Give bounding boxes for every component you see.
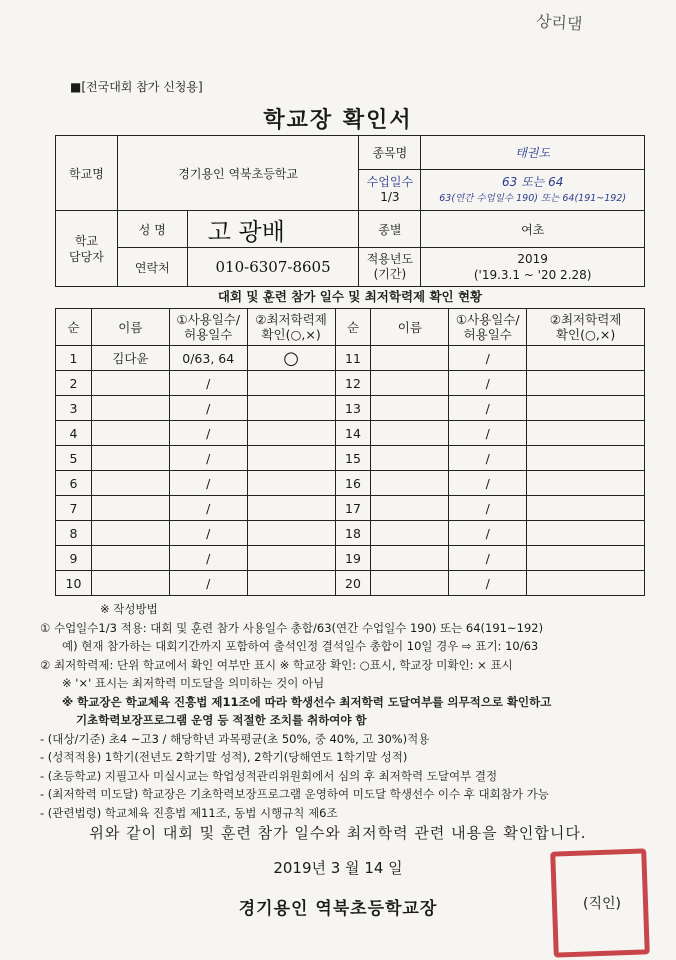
year-value: 2019 bbox=[517, 252, 548, 266]
row-days: / bbox=[169, 421, 247, 446]
row-name-right bbox=[371, 546, 449, 571]
handwritten-corner-note: 상리댐 bbox=[535, 11, 583, 34]
days-value-sub: 63(연간 수업일수 190) 또는 64(191~192) bbox=[439, 192, 627, 204]
header-name: 이름 bbox=[91, 309, 169, 346]
row-name bbox=[91, 571, 169, 596]
note-4b: 기초학력보장프로그램 운영 등 적절한 조치를 취하여야 함 bbox=[76, 713, 367, 727]
row-days-right: / bbox=[449, 521, 527, 546]
row-check bbox=[247, 546, 335, 571]
days-label-line1: 수업일수 bbox=[366, 175, 414, 189]
row-name-right bbox=[371, 521, 449, 546]
header-min-right-1: ②최저학력제 bbox=[549, 312, 622, 327]
row-num: 3 bbox=[56, 396, 92, 421]
days-value bbox=[421, 170, 645, 211]
table-row bbox=[56, 446, 645, 471]
row-name bbox=[91, 546, 169, 571]
row-days-right: / bbox=[449, 546, 527, 571]
contact-handwritten: 010-6307-8605 bbox=[187, 248, 359, 287]
row-name bbox=[91, 396, 169, 421]
row-days-right: / bbox=[449, 421, 527, 446]
staff-label-line2: 담당자 bbox=[69, 249, 104, 264]
row-num: 4 bbox=[56, 421, 92, 446]
event-value: 태권도 bbox=[421, 136, 645, 170]
instructions bbox=[40, 600, 660, 822]
row-name bbox=[91, 371, 169, 396]
row-days: / bbox=[169, 496, 247, 521]
row-num: 5 bbox=[56, 446, 92, 471]
document-date: 2019년 3 월 14 일 bbox=[273, 859, 403, 877]
staff-label bbox=[56, 211, 118, 287]
row-num-right: 12 bbox=[335, 371, 371, 396]
detail-4: - (최저학력 미도달) 학교장은 기초학력보장프로그램 운영하여 미도달 학생선수 이수 후 대회참가 가능 bbox=[40, 787, 549, 801]
row-days: / bbox=[169, 521, 247, 546]
row-check: ○ bbox=[247, 346, 335, 371]
note-1a: ① 수업일수1/3 적용: 대회 및 훈련 참가 사용일수 총합/63(연간 수업일수 190) 또는 64(191~192) bbox=[40, 620, 544, 635]
seal-label: (직인) bbox=[583, 896, 621, 912]
row-name bbox=[91, 471, 169, 496]
row-days-right: / bbox=[449, 371, 527, 396]
note-1b: 예) 현재 참가하는 대회기간까지 포함하여 출석인정 결석일수 총합이 10일 경우 ⇨ 표기: 10/63 bbox=[62, 639, 539, 653]
row-name-right bbox=[371, 371, 449, 396]
document-title: 학교장 확인서 bbox=[263, 108, 413, 133]
row-num-right: 18 bbox=[335, 521, 371, 546]
table-header-row bbox=[56, 309, 645, 346]
row-check-right bbox=[527, 546, 645, 571]
confirmation-statement: 위와 같이 대회 및 훈련 참가 일수와 최저학력 관련 내용을 확인합니다. bbox=[89, 824, 587, 842]
row-check bbox=[247, 521, 335, 546]
row-days: / bbox=[169, 446, 247, 471]
row-days-right: / bbox=[449, 571, 527, 596]
row-num: 8 bbox=[56, 521, 92, 546]
days-label-line2: 1/3 bbox=[380, 190, 400, 204]
detail-2: - (성적적용) 1학기(전년도 2학기말 성적), 2학기(당해연도 1학기말 성적) bbox=[40, 750, 408, 764]
row-days: / bbox=[169, 371, 247, 396]
detail-5: - (관련법령) 학교체육 진흥법 제11조, 동법 시행규칙 제6조 bbox=[40, 805, 338, 820]
row-check-right bbox=[527, 371, 645, 396]
row-days-right: / bbox=[449, 346, 527, 371]
row-num: 7 bbox=[56, 496, 92, 521]
row-num-right: 13 bbox=[335, 396, 371, 421]
header-min-right-2: 확인(○,×) bbox=[555, 327, 616, 342]
detail-1: - (대상/기준) 초4 ~고3 / 해당학년 과목평균(초 50%, 중 40%, 고 30%)적용 bbox=[40, 731, 430, 746]
row-check-right bbox=[527, 346, 645, 371]
header-days-right bbox=[449, 309, 527, 346]
row-num-right: 11 bbox=[335, 346, 371, 371]
contact-label: 연락처 bbox=[117, 248, 187, 287]
participation-table bbox=[55, 308, 645, 596]
header-num: 순 bbox=[56, 309, 92, 346]
row-num: 6 bbox=[56, 471, 92, 496]
notes-heading: ※ 작성방법 bbox=[100, 602, 158, 616]
header-days-2: 허용일수 bbox=[184, 327, 233, 342]
school-name: 경기용인 역북초등학교 bbox=[117, 136, 359, 211]
row-name bbox=[91, 521, 169, 546]
row-check bbox=[247, 371, 335, 396]
header-min-right bbox=[527, 309, 645, 346]
row-check-right bbox=[527, 521, 645, 546]
row-name-right bbox=[371, 446, 449, 471]
row-num-right: 17 bbox=[335, 496, 371, 521]
row-name-right bbox=[371, 346, 449, 371]
row-name bbox=[91, 446, 169, 471]
days-value-main: 63 또는 64 bbox=[501, 174, 564, 189]
row-days: 0/63, 64 bbox=[169, 346, 247, 371]
year-range: ('19.3.1 ~ '20 2.28) bbox=[473, 268, 592, 282]
row-check-right bbox=[527, 496, 645, 521]
principal-signature: 경기용인 역북초등학교장 bbox=[238, 899, 438, 919]
row-name: 김다윤 bbox=[91, 346, 169, 371]
row-days-right: / bbox=[449, 396, 527, 421]
row-name-right bbox=[371, 421, 449, 446]
table-row bbox=[56, 371, 645, 396]
event-label: 종목명 bbox=[359, 136, 421, 170]
year-label-line2: (기간) bbox=[373, 267, 407, 281]
row-days: / bbox=[169, 396, 247, 421]
table-row bbox=[56, 496, 645, 521]
row-num: 9 bbox=[56, 546, 92, 571]
row-days-right: / bbox=[449, 496, 527, 521]
row-days: / bbox=[169, 571, 247, 596]
table-row bbox=[56, 421, 645, 446]
name-label: 성 명 bbox=[117, 211, 187, 248]
gender-label: 종별 bbox=[359, 211, 421, 248]
form-tag: ■[전국대회 참가 신청용] bbox=[70, 80, 203, 94]
school-label: 학교명 bbox=[56, 136, 118, 211]
header-num-right: 순 bbox=[335, 309, 371, 346]
row-check bbox=[247, 396, 335, 421]
header-min bbox=[247, 309, 335, 346]
header-min-2: 확인(○,×) bbox=[261, 327, 321, 342]
table-row bbox=[56, 346, 645, 371]
section-title: 대회 및 훈련 참가 일수 및 최저학력제 확인 현황 bbox=[217, 289, 483, 304]
header-days bbox=[169, 309, 247, 346]
row-num-right: 15 bbox=[335, 446, 371, 471]
row-check-right bbox=[527, 571, 645, 596]
year-label bbox=[359, 248, 421, 287]
row-check-right bbox=[527, 446, 645, 471]
row-num: 2 bbox=[56, 371, 92, 396]
table-row bbox=[56, 571, 645, 596]
note-3: ※ '×' 표시는 최저학력 미도달을 의미하는 것이 아님 bbox=[62, 676, 325, 690]
row-check bbox=[247, 496, 335, 521]
row-name-right bbox=[371, 396, 449, 421]
row-num-right: 14 bbox=[335, 421, 371, 446]
header-days-right-2: 허용일수 bbox=[463, 327, 512, 342]
row-days-right: / bbox=[449, 471, 527, 496]
row-name-right bbox=[371, 471, 449, 496]
days-label bbox=[359, 170, 421, 211]
row-name bbox=[91, 421, 169, 446]
header-days-right-1: ①사용일수/ bbox=[455, 312, 520, 327]
header-days-1: ①사용일수/ bbox=[176, 312, 241, 327]
row-check bbox=[247, 446, 335, 471]
row-check-right bbox=[527, 471, 645, 496]
table-row bbox=[56, 546, 645, 571]
row-check bbox=[247, 571, 335, 596]
info-table bbox=[55, 135, 645, 287]
header-min-1: ②최저학력제 bbox=[255, 312, 327, 327]
row-check-right bbox=[527, 421, 645, 446]
gender-value: 여초 bbox=[421, 211, 645, 248]
table-row bbox=[56, 521, 645, 546]
row-check-right bbox=[527, 396, 645, 421]
year-label-line1: 적용년도 bbox=[366, 252, 414, 266]
table-row bbox=[56, 396, 645, 421]
row-days-right: / bbox=[449, 446, 527, 471]
row-check bbox=[247, 421, 335, 446]
table-row bbox=[56, 471, 645, 496]
row-name bbox=[91, 496, 169, 521]
row-name-right bbox=[371, 571, 449, 596]
row-num-right: 20 bbox=[335, 571, 371, 596]
note-2: ② 최저학력제: 단위 학교에서 확인 여부만 표시 ※ 학교장 확인: ○표시, 학교장 미확인: × 표시 bbox=[40, 657, 513, 672]
year-value-cell bbox=[421, 248, 645, 287]
staff-label-line1: 학교 bbox=[74, 233, 99, 248]
row-num: 1 bbox=[56, 346, 92, 371]
row-check bbox=[247, 471, 335, 496]
row-num-right: 16 bbox=[335, 471, 371, 496]
row-days: / bbox=[169, 471, 247, 496]
row-num-right: 19 bbox=[335, 546, 371, 571]
detail-3: - (초등학교) 지필고사 미실시교는 학업성적관리위원회에서 심의 후 최저학력 도달여부 결정 bbox=[40, 768, 498, 783]
header-name-right: 이름 bbox=[371, 309, 449, 346]
row-num: 10 bbox=[56, 571, 92, 596]
row-days: / bbox=[169, 546, 247, 571]
note-4a: ※ 학교장은 학교체육 진흥법 제11조에 따라 학생선수 최저학력 도달여부를 의무적으로 확인하고 bbox=[62, 694, 552, 709]
row-name-right bbox=[371, 496, 449, 521]
staff-name-handwritten: 고 광배 bbox=[187, 211, 359, 248]
